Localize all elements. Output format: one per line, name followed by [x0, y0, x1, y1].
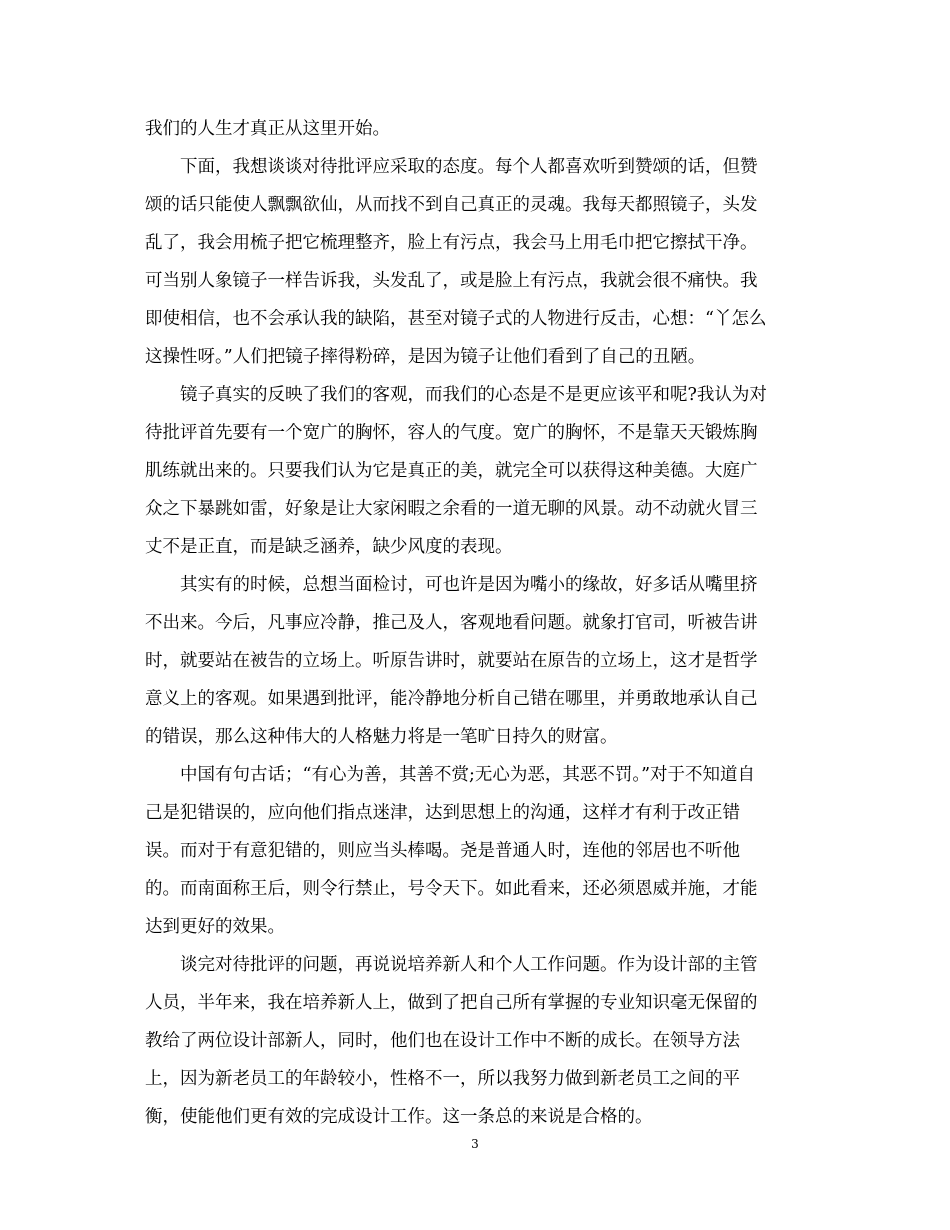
paragraph-start-line: 下面，我想谈谈对待批评应采取的态度。每个人都喜欢听到赞颂的话，但赞: [180, 157, 758, 177]
text-line: 肌练就出来的。只要我们认为它是真正的美，就完全可以获得这种美德。大庭广: [145, 461, 758, 481]
text-line: 的。而南面称王后，则令行禁止，号令天下。如此看来，还必须恩威并施，才能: [145, 879, 758, 899]
text-line: 颂的话只能使人飘飘欲仙，从而找不到自己真正的灵魂。我每天都照镜子，头发: [145, 195, 758, 215]
text-line: 时，就要站在被告的立场上。听原告讲时，就要站在原告的立场上，这才是哲学: [145, 651, 758, 671]
text-line: 误。而对于有意犯错的，则应当头棒喝。尧是普通人时，连他的邻居也不听他: [145, 841, 740, 861]
paragraph-start-line: 中国有句古话；“有心为善，其善不赏;无心为恶，其恶不罚。”对于不知道自: [180, 765, 756, 785]
text-line: 乱了，我会用梳子把它梳理整齐，脸上有污点，我会马上用毛巾把它擦拭干净。: [145, 233, 758, 253]
text-line: 可当别人象镜子一样告诉我，头发乱了，或是脸上有污点，我就会很不痛快。我: [145, 271, 758, 291]
paragraph-start-line: 其实有的时候，总想当面检讨，可也许是因为嘴小的缘故，好多话从嘴里挤: [180, 575, 758, 595]
text-line: 意义上的客观。如果遇到批评，能冷静地分析自己错在哪里，并勇敢地承认自己: [145, 689, 758, 709]
text-line: 这操性呀。”人们把镜子摔得粉碎，是因为镜子让他们看到了自己的丑陋。: [145, 347, 706, 367]
paragraph-start-line: 镜子真实的反映了我们的客观，而我们的心态是不是更应该平和呢?我认为对: [180, 385, 767, 405]
text-line: 丈不是正直，而是缺乏涵养，缺少风度的表现。: [145, 537, 513, 557]
text-line: 衡，使能他们更有效的完成设计工作。这一条总的来说是合格的。: [145, 1107, 653, 1127]
text-line: 教给了两位设计部新人，同时，他们也在设计工作中不断的成长。在领导方法: [145, 1031, 740, 1051]
text-line: 达到更好的效果。: [145, 917, 285, 937]
paragraph-start-line: 谈完对待批评的问题，再说说培养新人和个人工作问题。作为设计部的主管: [180, 955, 758, 975]
text-line: 待批评首先要有一个宽广的胸怀，容人的气度。宽广的胸怀，不是靠天天锻炼胸: [145, 423, 758, 443]
text-line: 即使相信，也不会承认我的缺陷，甚至对镜子式的人物进行反击，心想：“丫怎么: [145, 309, 767, 329]
text-line: 我们的人生才真正从这里开始。: [145, 119, 390, 139]
page-number: 3: [471, 1137, 479, 1151]
text-line: 的错误，那么这种伟大的人格魅力将是一笔旷日持久的财富。: [145, 727, 618, 747]
text-line: 不出来。今后，凡事应冷静，推己及人，客观地看问题。就象打官司，听被告讲: [145, 613, 758, 633]
text-line: 人员，半年来，我在培养新人上，做到了把自己所有掌握的专业知识毫无保留的: [145, 993, 758, 1013]
text-line: 己是犯错误的，应向他们指点迷津，达到思想上的沟通，这样才有利于改正错: [145, 803, 740, 823]
text-line: 众之下暴跳如雷，好象是让大家闲暇之余看的一道无聊的风景。动不动就火冒三: [145, 499, 758, 519]
text-line: 上，因为新老员工的年龄较小，性格不一，所以我努力做到新老员工之间的平: [145, 1069, 740, 1089]
